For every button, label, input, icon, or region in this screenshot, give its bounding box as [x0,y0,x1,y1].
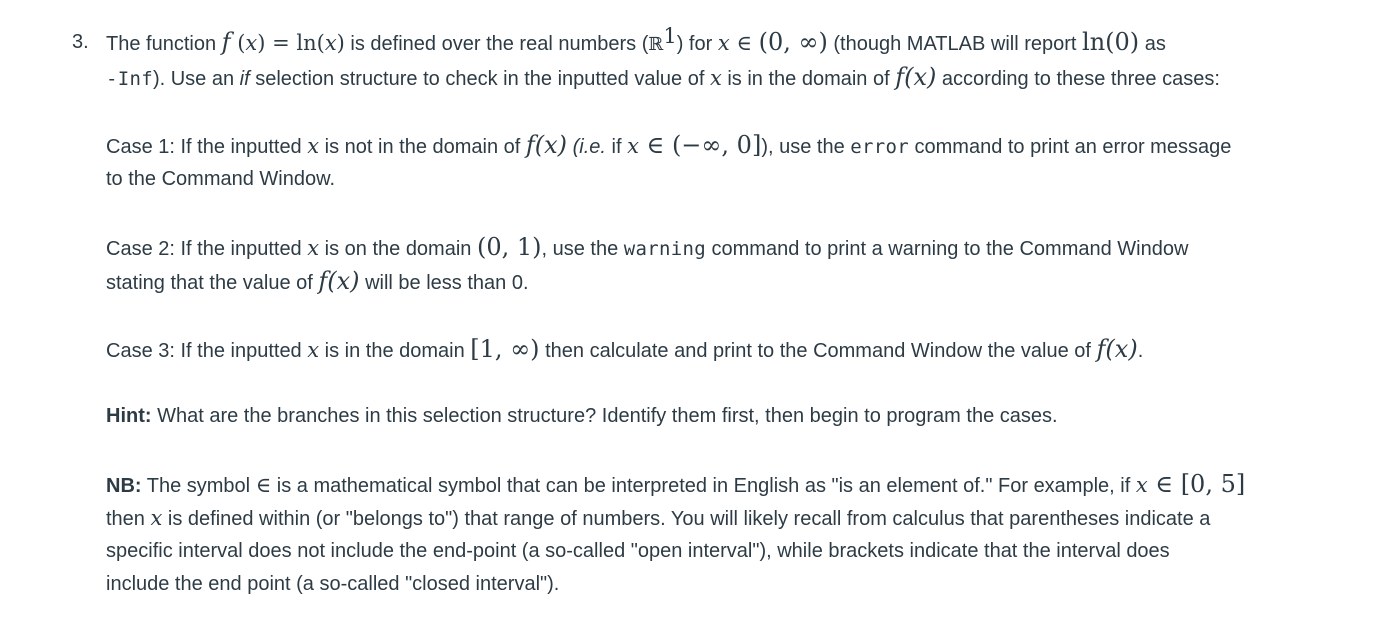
math-interval: [1, ∞) [470,335,540,363]
math-x: x [307,338,320,362]
code-error: error [850,136,909,158]
nb-text-1: The symbol [141,475,256,497]
case2-text-2: is on the domain [319,238,477,260]
nb-line-4: include the end point (a so-called "closed interval"). [106,573,560,595]
math-fx: f(x) [525,131,568,159]
nb-line-1 [106,471,1245,499]
problem-number: 3. [72,31,89,53]
nb-text-2: is a mathematical symbol that can be interpreted in English as "is an element of." For example, if [271,475,1136,497]
code-warning: warning [623,238,706,260]
case3-text-4: . [1137,340,1144,362]
case1-text-2: is not in the domain of [319,136,526,158]
intro-text-1: The function [106,33,222,55]
nb-text-4: is defined within (or "belongs to") that range of numbers. You will likely recall from calculus that parentheses indicate a [162,508,1211,530]
nb-line-2 [106,505,1210,532]
math-equals: = [265,31,297,55]
math-fx: f(x) [318,267,360,295]
intro-line-2 [106,64,1220,92]
case1-text-4: ), use the [761,136,851,158]
math-fx: f(x) [1096,335,1138,363]
intro-line-1 [106,24,1166,58]
intro2-text-3: is in the domain of [721,68,896,90]
math-f: f [221,28,231,56]
intro2-text-2: selection structure to check in the inputted value of [249,68,710,90]
math-x: x [307,134,320,158]
math-x: x [245,31,258,55]
math-paren: ) [336,31,345,55]
case3-line [106,336,1143,364]
math-interval: ∈ (−∞, 0] [638,131,762,159]
hint-text: What are the branches in this selection structure? Identify them first, then begin to program the cases. [151,405,1058,427]
intro-text-5: as [1139,33,1166,55]
case2-line-2 [106,268,529,296]
case2-text-5: stating that the value of [106,272,319,294]
math-element-of: ∈ [729,31,759,55]
math-ln-zero: ln(0) [1082,28,1140,56]
case3-text-3: then calculate and print to the Command Window the value of [539,340,1097,362]
math-ln: ln( [296,31,325,55]
reals-superscript: 1 [663,24,677,48]
case3-text-1: Case 3: If the inputted [106,340,308,362]
case2-text-3: , use the [541,238,624,260]
math-interval: (0, 1) [476,233,542,261]
case1-text-5: command to print an error message [908,136,1232,158]
element-of-symbol: ∈ [255,473,272,497]
math-interval: ∈ [0, 5] [1147,470,1246,498]
nb-text-3: then [106,508,151,530]
math-x: x [150,506,163,530]
case1-line-1 [106,132,1231,160]
math-fx: f(x) [895,63,937,91]
intro-text-3: ) for [676,33,718,55]
case3-text-2: is in the domain [319,340,471,362]
case1-text-3: if [605,136,628,158]
math-x: x [627,134,639,158]
case2-text-4: command to print a warning to the Command Window [705,238,1189,260]
code-inf: -Inf [106,68,153,90]
math-paren: ( [230,31,246,55]
intro-text-2: is defined over the real numbers ( [344,33,649,55]
math-x: x [1135,473,1148,497]
nb-line-3: specific interval does not include the end-point (a so-called "open interval"), while brackets indicate that the interval does [106,540,1170,562]
math-paren: ) [257,31,266,55]
intro2-text-1: ). Use an [152,68,240,90]
intro2-text-4: according to these three cases: [936,68,1220,90]
nb-label: NB: [106,475,142,497]
math-x: x [717,31,730,55]
hint-label: Hint: [106,405,152,427]
reals-symbol: ℝ [648,34,664,55]
math-x: x [307,236,320,260]
case2-line-1 [106,234,1188,262]
case2-text-1: Case 2: If the inputted [106,238,308,260]
case2-text-6: will be less than 0. [359,272,529,294]
intro-text-4: (though MATLAB will report [827,33,1083,55]
ie-abbrev: (i.e. [567,136,606,158]
math-domain-interval: (0, ∞) [758,28,828,56]
case1-text-1: Case 1: If the inputted [106,136,308,158]
if-keyword: if [239,68,250,90]
case1-line-2: to the Command Window. [106,168,335,190]
hint-line [106,403,1058,429]
math-x: x [324,31,337,55]
math-x: x [709,66,722,90]
